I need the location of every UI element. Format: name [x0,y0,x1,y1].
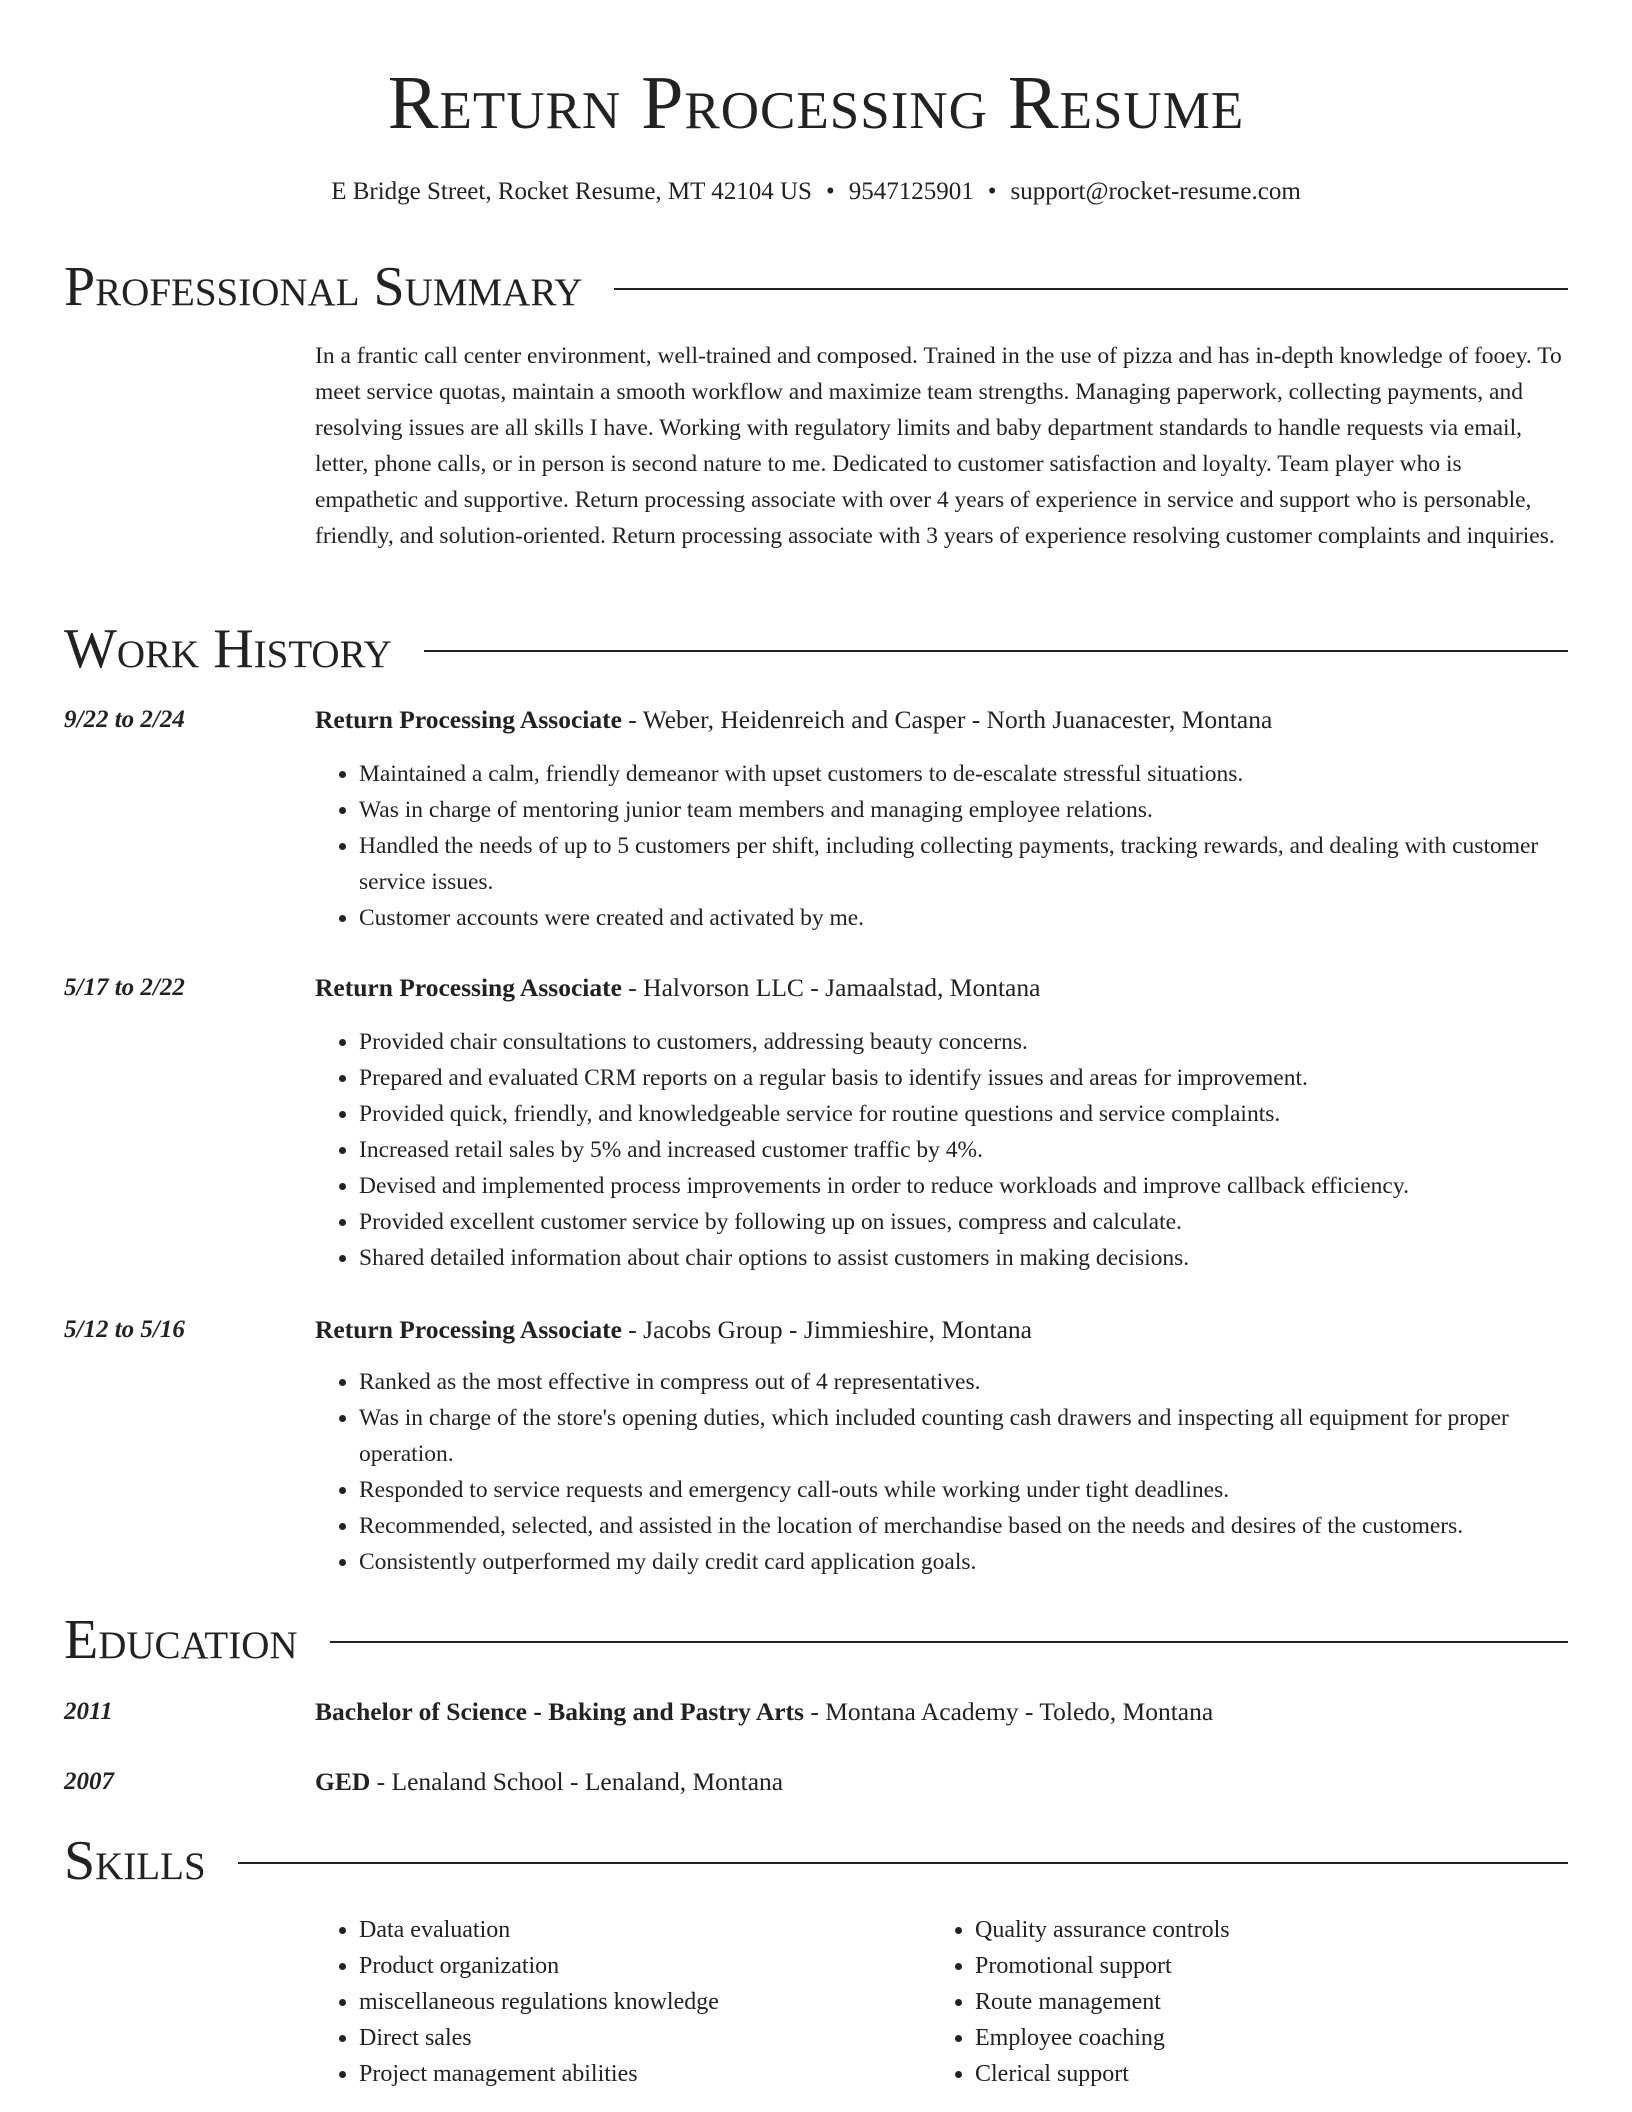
skill-item: • Data evaluation [359,1912,919,1948]
section-title-summary: Professional Summary [64,256,583,318]
job-title-line [315,1312,1032,1348]
job-details: - Halvorson LLC - Jamaalstad, Montana [621,973,1041,1002]
summary-text: In a frantic call center environment, well-trained and composed. Trained in the use of pizza and has in-depth knowledge of fooey. To meet service quotas, maintain a smooth workflow and maximize team strengths. Managing paperwork, collecting payments, and resolving issues are all skills I have. Working with regulatory limits and baby department standards to handle requests via email, letter, phone calls, or in person is second nature to me. Dedicated to customer satisfaction and loyalty. Team player who is empathetic and supportive. Return processing associate with over 4 years of experience in service and support who is personable, friendly, and solution-oriented. Return processing associate with 3 years of experience resolving customer complaints and inquiries. [315,343,1562,549]
skills-list-left [315,1912,919,2092]
list-item: • Provided quick, friendly, and knowledgeable service for routine questions and service complaints. [359,1096,1569,1132]
job-bullets [315,1364,1569,1580]
address: E Bridge Street, Rocket Resume, MT 42104 US [331,178,812,205]
contact-line [0,174,1632,210]
section-title-skills: Skills [64,1830,206,1892]
skill-item: • Employee coaching [975,2020,1535,2056]
list-item: • Was in charge of the store's opening duties, which included counting cash drawers and inspecting all equipment for proper operation. [359,1400,1569,1472]
section-title-education: Education [64,1609,298,1671]
job-bullets [315,1024,1569,1276]
education-line [315,1764,783,1800]
skills-list-right [931,1912,1535,2092]
list-item: • Devised and implemented process improvements in order to reduce workloads and improve callback efficiency. [359,1168,1569,1204]
skill-item: • Quality assurance controls [975,1912,1535,1948]
skill-item: • miscellaneous regulations knowledge [359,1984,919,2020]
contact-separator: • [825,178,835,205]
education-degree: GED [315,1767,371,1796]
phone: 9547125901 [848,178,974,205]
section-rule [614,288,1568,290]
education-line [315,1694,1213,1730]
job-title: Return Processing Associate [315,973,622,1002]
education-details: - Montana Academy - Toledo, Montana [803,1697,1214,1726]
job-details: - Jacobs Group - Jimmieshire, Montana [621,1315,1032,1344]
list-item: • Recommended, selected, and assisted in the location of merchandise based on the needs and desires of the customers. [359,1508,1569,1544]
section-rule [424,650,1568,652]
list-item: • Prepared and evaluated CRM reports on a regular basis to identify issues and areas for improvement. [359,1060,1569,1096]
list-item: • Shared detailed information about chair options to assist customers in making decisions. [359,1240,1569,1276]
email: support@rocket-resume.com [1010,178,1301,205]
education-year: 2007 [64,1768,114,1795]
list-item: • Provided excellent customer service by following up on issues, compress and calculate. [359,1204,1569,1240]
job-dates: 5/17 to 2/22 [64,974,185,1001]
list-item: • Increased retail sales by 5% and increased customer traffic by 4%. [359,1132,1569,1168]
skill-item: • Promotional support [975,1948,1535,1984]
list-item: • Provided chair consultations to customers, addressing beauty concerns. [359,1024,1569,1060]
section-header-skills [64,1826,1568,1896]
list-item: • Maintained a calm, friendly demeanor with upset customers to de-escalate stressful situations. [359,756,1569,792]
skill-item: • Product organization [359,1948,919,1984]
job-dates: 9/22 to 2/24 [64,706,185,733]
section-rule [238,1862,1568,1864]
section-title-work: Work History [64,618,392,680]
list-item: • Consistently outperformed my daily credit card application goals. [359,1544,1569,1580]
resume-name: Return Processing Resume [387,61,1245,145]
education-degree: Bachelor of Science - Baking and Pastry Arts [315,1697,804,1726]
list-item: • Was in charge of mentoring junior team members and managing employee relations. [359,792,1569,828]
contact-separator: • [987,178,997,205]
section-rule [330,1641,1568,1643]
skill-item: • Project management abilities [359,2056,919,2092]
job-title: Return Processing Associate [315,1315,622,1344]
list-item: • Ranked as the most effective in compress out of 4 representatives. [359,1364,1569,1400]
education-details: - Lenaland School - Lenaland, Montana [370,1767,784,1796]
job-title: Return Processing Associate [315,705,622,734]
job-title-line [315,970,1040,1006]
job-details: - Weber, Heidenreich and Casper - North Juanacester, Montana [621,705,1273,734]
section-header-work [64,614,1568,684]
list-item: • Responded to service requests and emergency call-outs while working under tight deadlines. [359,1472,1569,1508]
education-year: 2011 [64,1698,113,1725]
skill-item: • Direct sales [359,2020,919,2056]
skill-item: • Clerical support [975,2056,1535,2092]
skill-item: • Route management [975,1984,1535,2020]
list-item: • Customer accounts were created and activated by me. [359,900,1569,936]
job-title-line [315,702,1272,738]
section-header-summary [64,252,1568,322]
job-dates: 5/12 to 5/16 [64,1316,185,1343]
list-item: • Handled the needs of up to 5 customers per shift, including collecting payments, tracking rewards, and dealing with customer service issues. [359,828,1569,900]
section-header-education [64,1605,1568,1675]
job-bullets [315,756,1569,936]
